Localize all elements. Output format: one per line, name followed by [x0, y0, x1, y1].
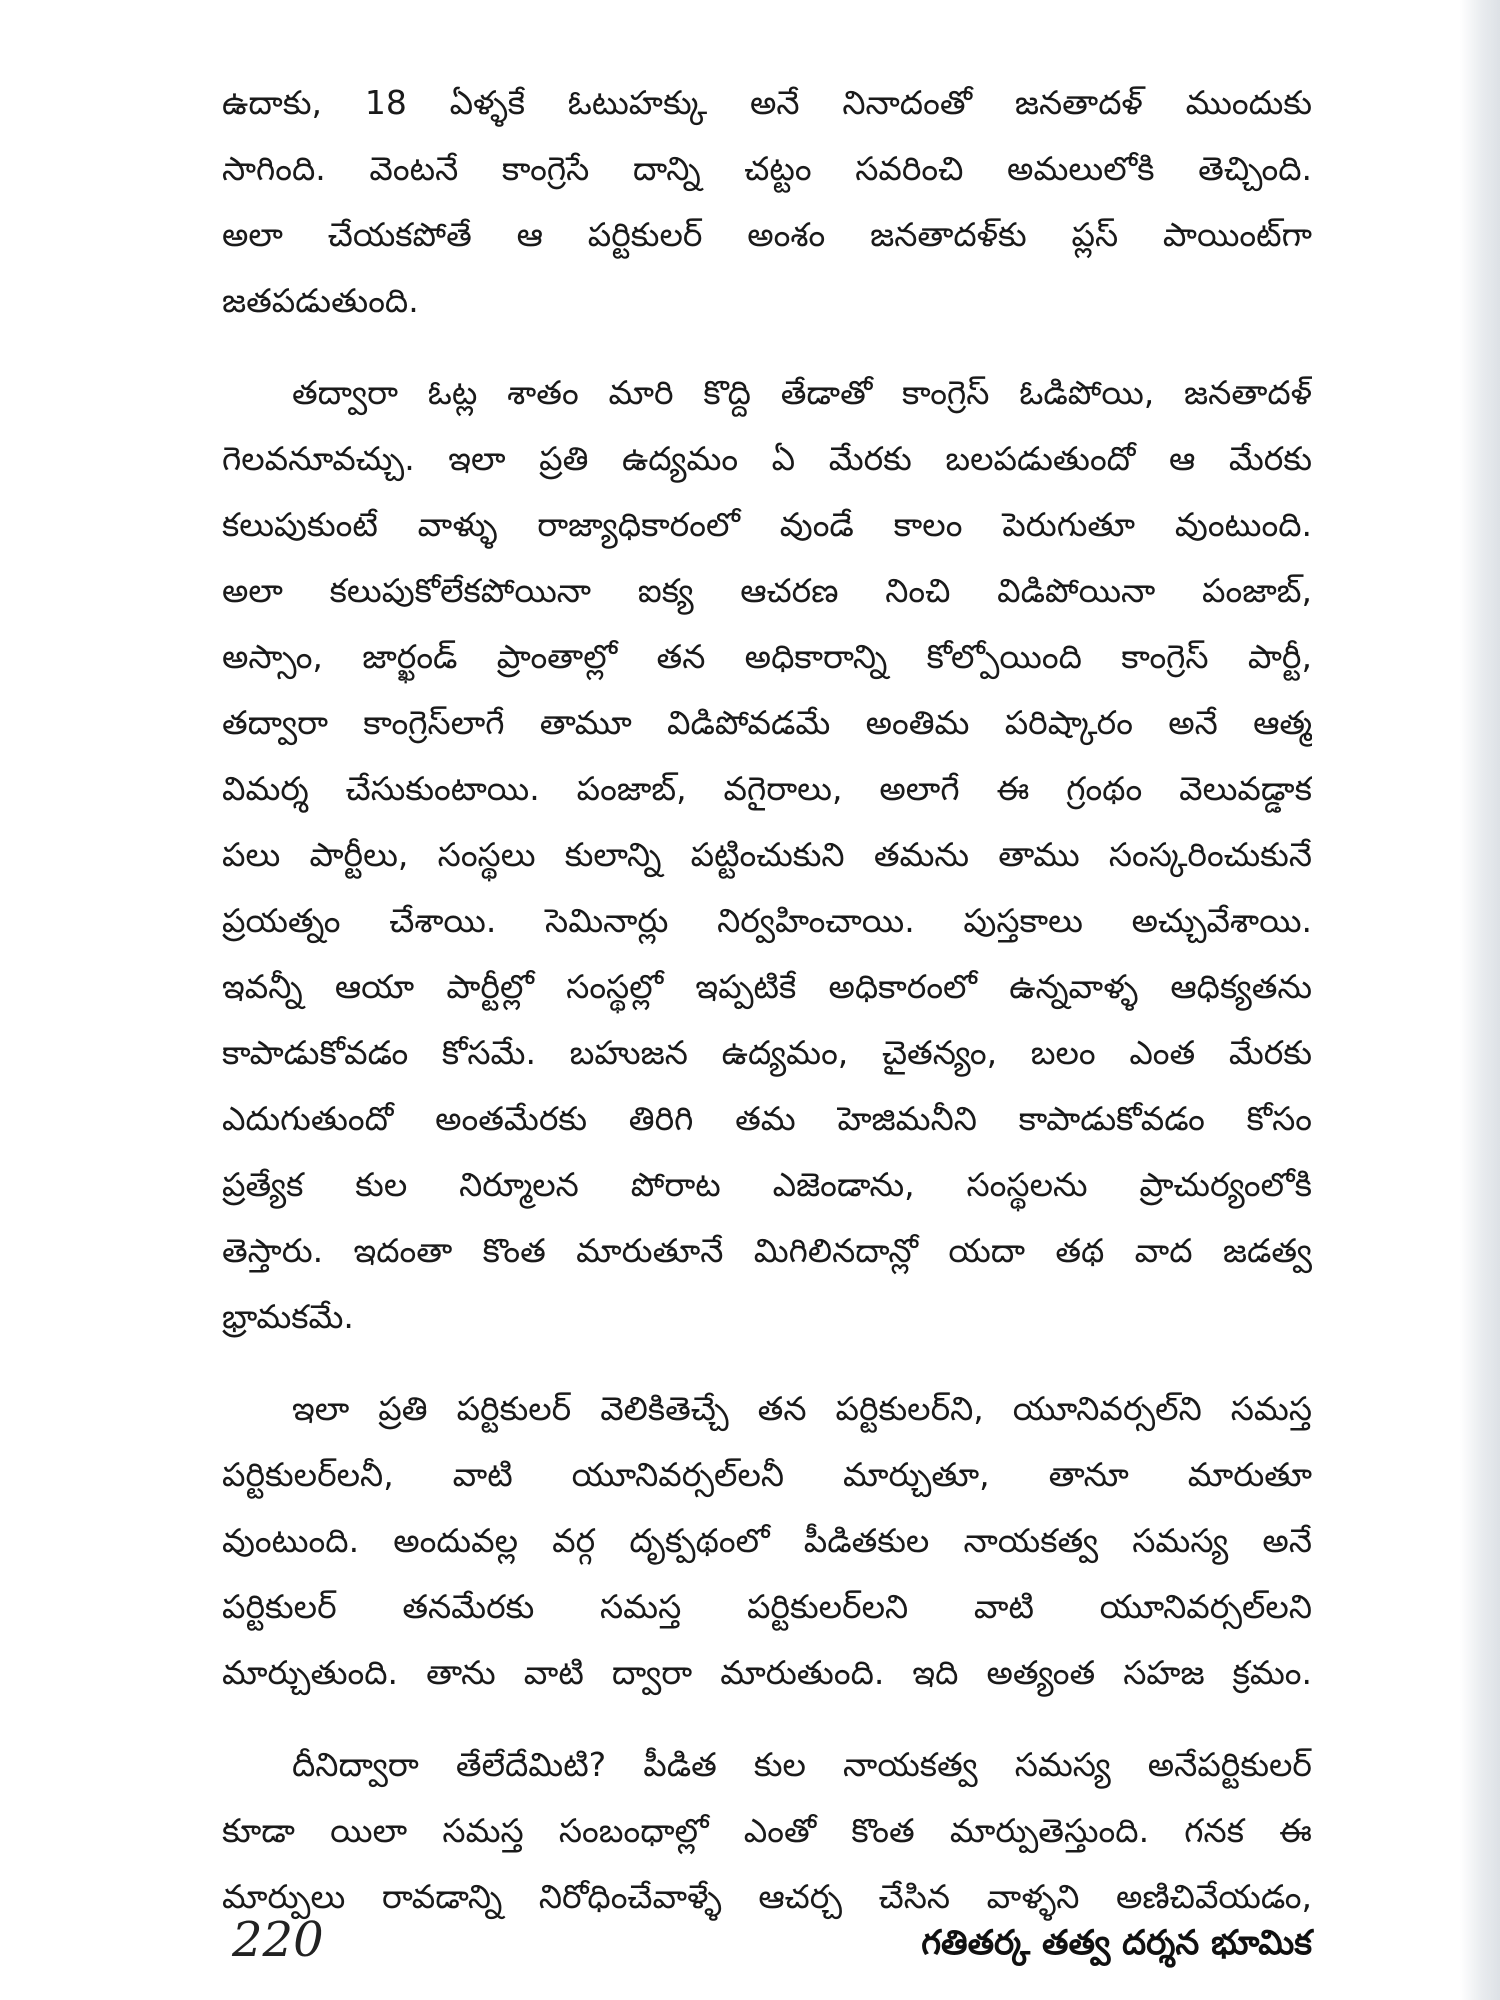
paragraph-3	[222, 1376, 1312, 1706]
text-line: సాగింది. వెంటనే కాంగ్రెసే దాన్ని చట్టం సవరించి అమలులోకి తెచ్చింది.	[222, 149, 1312, 188]
text-line: ప్రత్యేక కుల నిర్మూలన పోరాట ఎజెండాను, సంస్థలను ప్రాచుర్యంలోకి	[222, 1165, 1312, 1204]
page-number: 220	[232, 1912, 324, 1968]
text-line: తెస్తారు. ఇదంతా కొంత మారుతూనే మిగిలినదాన్లో యదా తథ వాద జడత్వ	[222, 1231, 1312, 1270]
text-line: దీనిద్వారా తేలేదేమిటి? పీడిత కుల నాయకత్వ సమస్య అనేపర్టికులర్	[292, 1745, 1312, 1784]
text-line: మార్చుతుంది. తాను వాటి ద్వారా మారుతుంది. ఇది అత్యంత సహజ క్రమం.	[222, 1653, 1312, 1692]
text-line: కలుపుకుంటే వాళ్ళు రాజ్యాధికారంలో వుండే కాలం పెరుగుతూ వుంటుంది.	[222, 505, 1312, 544]
text-line: అలా చేయకపోతే ఆ పర్టికులర్ అంశం జనతాదళ్‌కు ప్లస్ పాయింట్‌గా	[222, 215, 1312, 254]
text-line: పలు పార్టీలు, సంస్థలు కులాన్ని పట్టించుకుని తమను తాము సంస్కరించుకునే	[222, 835, 1312, 874]
text-line: ఇవన్నీ ఆయా పార్టీల్లో సంస్థల్లో ఇప్పటికే అధికారంలో ఉన్నవాళ్ళ ఆధిక్యతను	[222, 967, 1312, 1006]
running-footer-title: గతితర్క తత్వ దర్శన భూమిక	[921, 1923, 1312, 1963]
page-edge-shadow	[1460, 0, 1500, 2000]
text-line: పర్టికులర్ తనమేరకు సమస్త పర్టికులర్‌లని వాటి యూనివర్సల్‌లని	[222, 1587, 1312, 1626]
text-line: కాపాడుకోవడం కోసమే. బహుజన ఉద్యమం, చైతన్యం, బలం ఎంత మేరకు	[222, 1033, 1312, 1072]
paragraph-4	[222, 1732, 1312, 1930]
text-line: తద్వారా కాంగ్రెస్‌లాగే తామూ విడిపోవడమే అంతిమ పరిష్కారం అనే ఆత్మ	[222, 703, 1312, 742]
text-line: మార్పులు రావడాన్ని నిరోధించేవాళ్ళే ఆచర్చ చేసిన వాళ్ళని అణిచివేయడం,	[222, 1877, 1312, 1916]
text-line: గెలవనూవచ్చు. ఇలా ప్రతి ఉద్యమం ఏ మేరకు బలపడుతుందో ఆ మేరకు	[222, 439, 1312, 478]
text-line: జతపడుతుంది.	[222, 281, 419, 320]
text-line: తద్వారా ఓట్ల శాతం మారి కొద్ది తేడాతో కాంగ్రెస్ ఓడిపోయి, జనతాదళ్	[292, 373, 1312, 412]
text-line: వుంటుంది. అందువల్ల వర్గ దృక్పథంలో పీడితకుల నాయకత్వ సమస్య అనే	[222, 1521, 1312, 1560]
page-body	[222, 70, 1312, 1930]
paragraph-2	[222, 360, 1312, 1350]
text-line: అస్సాం, జార్ఖండ్ ప్రాంతాల్లో తన అధికారాన్ని కోల్పోయింది కాంగ్రెస్ పార్టీ,	[222, 637, 1312, 676]
text-line: ఉదాకు, 18 ఏళ్ళకే ఓటుహక్కు అనే నినాదంతో జనతాదళ్ ముందుకు	[222, 83, 1312, 122]
text-line: విమర్శ చేసుకుంటాయి. పంజాబ్, వగైరాలు, అలాగే ఈ గ్రంథం వెలువడ్డాక	[222, 769, 1312, 808]
page-footer	[222, 1910, 1312, 1980]
paragraph-1	[222, 70, 1312, 334]
text-line: ఎదుగుతుందో అంతమేరకు తిరిగి తమ హెజిమనీని కాపాడుకోవడం కోసం	[222, 1099, 1312, 1138]
text-line: అలా కలుపుకోలేకపోయినా ఐక్య ఆచరణ నించి విడిపోయినా పంజాబ్,	[222, 571, 1312, 610]
text-line: ప్రయత్నం చేశాయి. సెమినార్లు నిర్వహించాయి. పుస్తకాలు అచ్చువేశాయి.	[222, 901, 1312, 940]
text-line: కూడా యిలా సమస్త సంబంధాల్లో ఎంతో కొంత మార్పుతెస్తుంది. గనక ఈ	[222, 1811, 1312, 1850]
text-line: పర్టికులర్‌లనీ, వాటి యూనివర్సల్‌లనీ మార్చుతూ, తానూ మారుతూ	[222, 1455, 1312, 1494]
text-line: ఇలా ప్రతి పర్టికులర్ వెలికితెచ్చే తన పర్టికులర్‌ని, యూనివర్సల్‌ని సమస్త	[292, 1389, 1312, 1428]
text-line: భ్రామకమే.	[222, 1297, 354, 1336]
